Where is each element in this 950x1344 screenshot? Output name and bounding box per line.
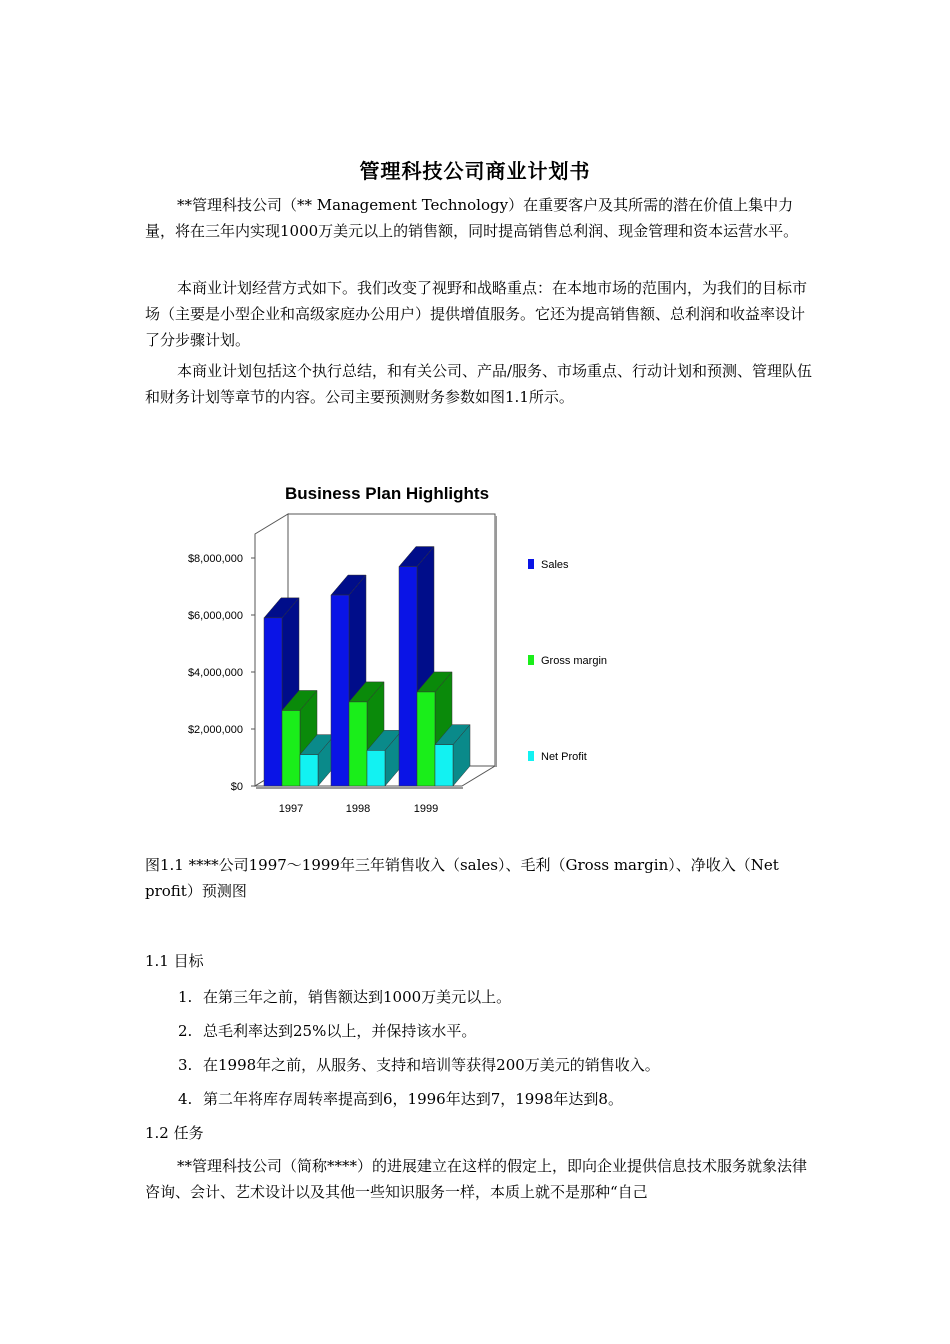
goal-item: [178, 1054, 660, 1075]
bar-net-profit-1997: [300, 755, 318, 786]
y-tick-label: $0: [230, 781, 243, 793]
bar-gross-margin-1998: [349, 702, 367, 786]
y-tick-label: $6,000,000: [187, 610, 243, 622]
business-plan-chart: [170, 478, 640, 823]
bar-net-profit-1999: [435, 745, 453, 786]
legend-swatch-gross-margin: [528, 655, 534, 665]
y-tick-label: $4,000,000: [187, 667, 243, 679]
goal-item: [178, 986, 511, 1007]
intro-paragraph-3: 本商业计划包括这个执行总结，和有关公司、产品/服务、市场重点、行动计划和预测、管理队伍和财务计划等章节的内容。公司主要预测财务参数如图1.1所示。: [145, 362, 813, 406]
goal-item-number: 2.: [178, 1022, 193, 1040]
goal-item-number: 4.: [178, 1090, 193, 1108]
bar-sales-1997: [264, 618, 282, 786]
x-tick-label: 1998: [345, 803, 371, 815]
bar-gross-margin-1997: [282, 710, 300, 786]
goal-item-text: 在第三年之前，销售额达到1000万美元以上。: [203, 988, 512, 1006]
bar-sales-1999: [399, 567, 417, 786]
mission-paragraph: **管理科技公司（简称****）的进展建立在这样的假定上，即向企业提供信息技术服务就象法律咨询、会计、艺术设计以及其他一些知识服务一样，本质上就不是那种“自己: [145, 1157, 808, 1201]
chart-title: Business Plan Highlights: [285, 484, 490, 503]
section-heading-goals: 1.1 目标: [145, 952, 204, 970]
section-heading-mission: 1.2 任务: [145, 1124, 204, 1142]
document-title: 管理科技公司商业计划书: [359, 159, 591, 183]
bar-net-profit-1998: [367, 750, 385, 786]
y-tick-label: $8,000,000: [187, 553, 243, 565]
legend-label-net-profit: Net Profit: [541, 751, 587, 763]
goal-item: [178, 1088, 623, 1109]
x-tick-label: 1997: [278, 803, 304, 815]
goal-item-number: 3.: [178, 1056, 193, 1074]
bar-gross-margin-1999: [417, 692, 435, 786]
chart-canvas: [170, 478, 640, 823]
x-tick-label: 1999: [413, 803, 439, 815]
goal-item-text: 在1998年之前，从服务、支持和培训等获得200万美元的销售收入。: [203, 1056, 660, 1074]
legend-swatch-sales: [528, 559, 534, 569]
bar-sales-1998: [331, 595, 349, 786]
legend-label-gross-margin: Gross margin: [541, 655, 608, 667]
legend-label-sales: Sales: [541, 559, 569, 571]
intro-paragraph-2: 本商业计划经营方式如下。我们改变了视野和战略重点：在本地市场的范围内，为我们的目标市场（主要是小型企业和高级家庭办公用户）提供增值服务。它还为提高销售额、总利润和收益率设计了分步骤计划。: [145, 279, 808, 349]
goal-item-number: 1.: [178, 988, 193, 1006]
goal-item-text: 第二年将库存周转率提高到6，1996年达到7，1998年达到8。: [203, 1090, 623, 1108]
intro-paragraph-1: **管理科技公司（** Management Technology）在重要客户及其所需的潜在价值上集中力量，将在三年内实现1000万美元以上的销售额，同时提高销售总利润、现金管理和资本运营水平。: [145, 196, 799, 240]
y-tick-label: $2,000,000: [187, 724, 243, 736]
figure-caption: 图1.1 ****公司1997～1999年三年销售收入（sales）、毛利（Gross margin）、净收入（Net profit）预测图: [145, 856, 779, 900]
goal-item: [178, 1020, 476, 1041]
legend-swatch-net-profit: [528, 751, 534, 761]
goal-item-text: 总毛利率达到25%以上，并保持该水平。: [203, 1022, 477, 1040]
